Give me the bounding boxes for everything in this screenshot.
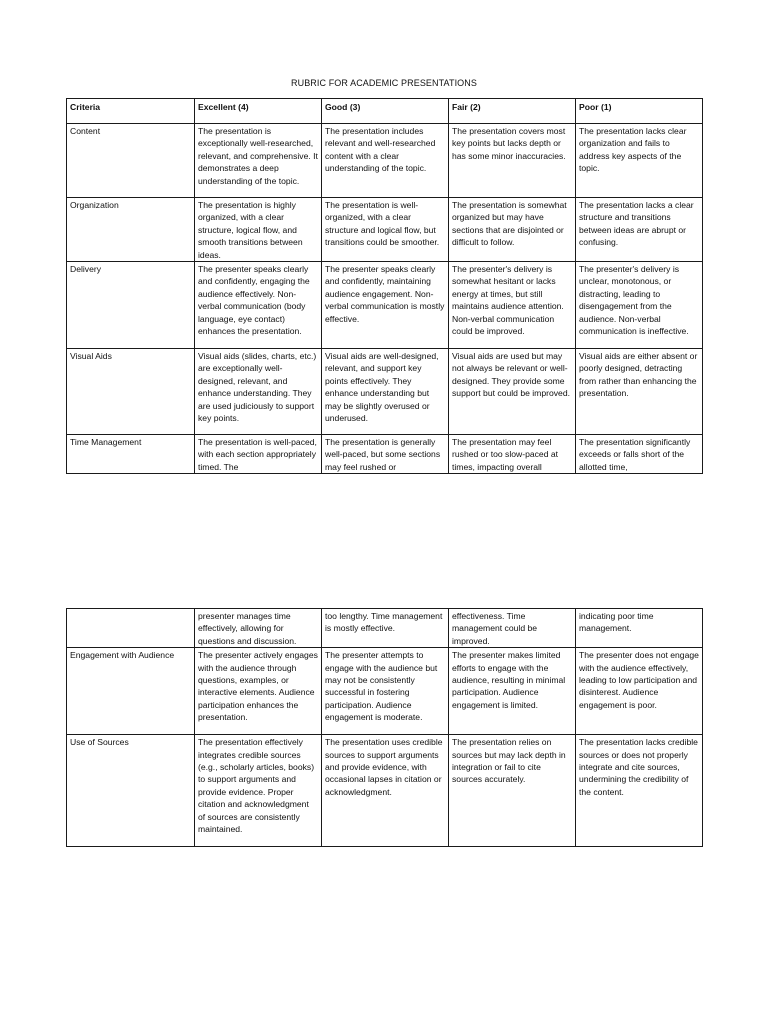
poor-cell: The presentation lacks clear organization and fails to address key aspects of the topic. bbox=[576, 124, 703, 198]
poor-cell: The presenter's delivery is unclear, monotonous, or distracting, leading to disengagement from the audience. Non-verbal communication is ineffective. bbox=[576, 262, 703, 349]
header-good: Good (3) bbox=[322, 99, 449, 124]
excellent-cell: The presentation is exceptionally well-researched, relevant, and comprehensive. It demonstrates a deep understanding of the topic. bbox=[195, 124, 322, 198]
excellent-cell: The presenter actively engages with the audience through questions, examples, or interactive elements. Audience participation enhances the presentation. bbox=[195, 648, 322, 735]
excellent-cell: The presentation effectively integrates credible sources (e.g., scholarly articles, books) to support arguments and provide evidence. Proper citation and acknowledgment of sources are consistently maintained. bbox=[195, 735, 322, 847]
header-poor: Poor (1) bbox=[576, 99, 703, 124]
poor-cell: The presentation lacks a clear structure and transitions between ideas are abrupt or confusing. bbox=[576, 198, 703, 262]
poor-cell: The presenter does not engage with the audience effectively, leading to low participation and disinterest. Audience engagement is poor. bbox=[576, 648, 703, 735]
good-cell: The presentation includes relevant and well-researched content with a clear understanding of the topic. bbox=[322, 124, 449, 198]
good-cell: The presentation uses credible sources to support arguments and provide evidence, with occasional lapses in citation or acknowledgment. bbox=[322, 735, 449, 847]
rubric-table-part-1 bbox=[66, 98, 703, 474]
poor-cell: indicating poor time management. bbox=[576, 609, 703, 648]
fair-cell: The presenter makes limited efforts to engage with the audience, resulting in minimal participation. Audience engagement is limited. bbox=[449, 648, 576, 735]
good-cell: The presenter speaks clearly and confidently, maintaining audience engagement. Non-verbal communication is mostly effective. bbox=[322, 262, 449, 349]
document-title: RUBRIC FOR ACADEMIC PRESENTATIONS bbox=[291, 78, 477, 88]
poor-cell: The presentation significantly exceeds or falls short of the allotted time, bbox=[576, 435, 703, 474]
fair-cell: Visual aids are used but may not always be relevant or well-designed. They provide some support but could be improved. bbox=[449, 349, 576, 435]
table-row bbox=[67, 735, 703, 847]
criterion-cell: Engagement with Audience bbox=[67, 648, 195, 735]
table-row bbox=[67, 349, 703, 435]
fair-cell: effectiveness. Time management could be improved. bbox=[449, 609, 576, 648]
poor-cell: The presentation lacks credible sources or does not properly integrate and cite sources, undermining the credibility of the content. bbox=[576, 735, 703, 847]
fair-cell: The presentation is somewhat organized but may have sections that are disjointed or difficult to follow. bbox=[449, 198, 576, 262]
criterion-cell bbox=[67, 609, 195, 648]
table-row bbox=[67, 609, 703, 648]
excellent-cell: Visual aids (slides, charts, etc.) are exceptionally well-designed, relevant, and enhance understanding. They are used judiciously to support key points. bbox=[195, 349, 322, 435]
header-fair: Fair (2) bbox=[449, 99, 576, 124]
table-row bbox=[67, 435, 703, 474]
table-row bbox=[67, 124, 703, 198]
poor-cell: Visual aids are either absent or poorly designed, detracting from rather than enhancing the presentation. bbox=[576, 349, 703, 435]
table-row bbox=[67, 262, 703, 349]
excellent-cell: The presentation is well-paced, with each section appropriately timed. The bbox=[195, 435, 322, 474]
table-row bbox=[67, 198, 703, 262]
fair-cell: The presenter's delivery is somewhat hesitant or lacks energy at times, but still maintains audience attention. Non-verbal communication could be improved. bbox=[449, 262, 576, 349]
criterion-cell: Content bbox=[67, 124, 195, 198]
excellent-cell: presenter manages time effectively, allowing for questions and discussion. bbox=[195, 609, 322, 648]
good-cell: Visual aids are well-designed, relevant, and support key points effectively. They enhance understanding but may be slightly overused or underused. bbox=[322, 349, 449, 435]
good-cell: The presenter attempts to engage with the audience but may not be consistently successful in fostering participation. Audience engagement is moderate. bbox=[322, 648, 449, 735]
table-row bbox=[67, 648, 703, 735]
fair-cell: The presentation may feel rushed or too slow-paced at times, impacting overall bbox=[449, 435, 576, 474]
criterion-cell: Time Management bbox=[67, 435, 195, 474]
fair-cell: The presentation relies on sources but may lack depth in integration or fail to cite sources accurately. bbox=[449, 735, 576, 847]
good-cell: The presentation is well-organized, with a clear structure and logical flow, but transitions could be smoother. bbox=[322, 198, 449, 262]
criterion-cell: Delivery bbox=[67, 262, 195, 349]
criterion-cell: Visual Aids bbox=[67, 349, 195, 435]
header-row bbox=[67, 99, 703, 124]
rubric-table-part-2 bbox=[66, 608, 703, 847]
header-excellent: Excellent (4) bbox=[195, 99, 322, 124]
criterion-cell: Use of Sources bbox=[67, 735, 195, 847]
excellent-cell: The presentation is highly organized, with a clear structure, logical flow, and smooth transitions between ideas. bbox=[195, 198, 322, 262]
header-criteria: Criteria bbox=[67, 99, 195, 124]
good-cell: too lengthy. Time management is mostly effective. bbox=[322, 609, 449, 648]
criterion-cell: Organization bbox=[67, 198, 195, 262]
good-cell: The presentation is generally well-paced, but some sections may feel rushed or bbox=[322, 435, 449, 474]
excellent-cell: The presenter speaks clearly and confidently, engaging the audience effectively. Non-verbal communication (body language, eye contact) enhances the presentation. bbox=[195, 262, 322, 349]
fair-cell: The presentation covers most key points but lacks depth or has some minor inaccuracies. bbox=[449, 124, 576, 198]
